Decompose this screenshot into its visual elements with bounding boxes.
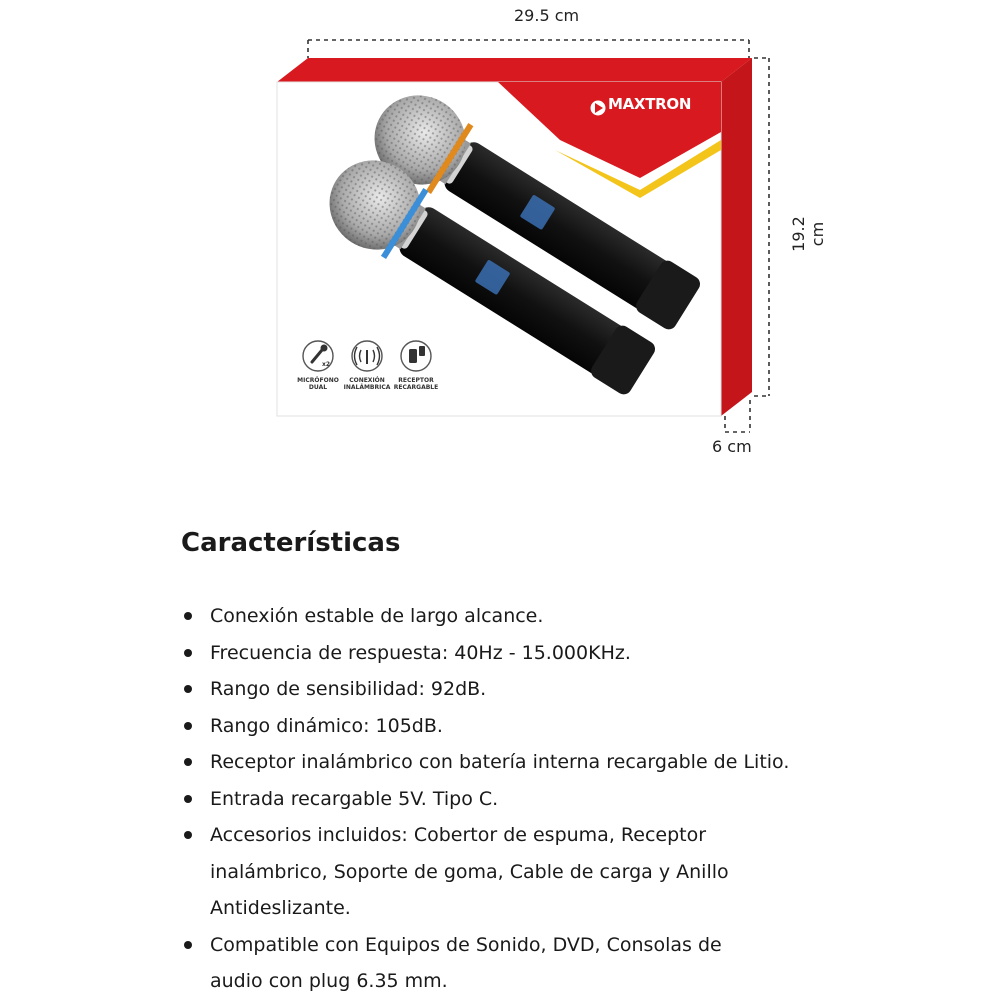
receiver-battery-icon (401, 341, 431, 371)
product-box-illustration (0, 0, 1000, 470)
feature-item: Rango de sensibilidad: 92dB. (181, 671, 901, 708)
icon-label-wireless: CONEXIÓN INALÁMBRICA (343, 377, 391, 391)
feature-item: Conexión estable de largo alcance. (181, 598, 901, 635)
features-list (181, 598, 901, 1000)
feature-item: Receptor inalámbrico con batería interna recargable de Litio. (181, 744, 901, 781)
box-side-face (721, 58, 752, 416)
feature-item: Rango dinámico: 105dB. (181, 708, 901, 745)
box-height-label: 19.2 cm (789, 216, 827, 252)
box-top-face (277, 58, 752, 82)
icon-label-rechargeable: RECEPTOR RECARGABLE (393, 377, 439, 391)
box-width-label: 29.5 cm (514, 6, 580, 25)
feature-item: Compatible con Equipos de Sonido, DVD, Consolas de audio con plug 6.35 mm. (181, 927, 780, 1000)
feature-item: Frecuencia de respuesta: 40Hz - 15.000KHz. (181, 635, 901, 672)
feature-item: Entrada recargable 5V. Tipo C. (181, 781, 901, 818)
box-depth-label: 6 cm (712, 437, 752, 456)
brand-name: MAXTRON (608, 95, 692, 113)
icon-label-dual-mic: MICRÓFONO DUAL (297, 377, 339, 391)
features-section (181, 528, 901, 1000)
wireless-signal-icon (352, 341, 382, 371)
product-box-figure (0, 0, 1000, 470)
feature-item: Accesorios incluidos: Cobertor de espuma, Receptor inalámbrico, Soporte de goma, Cable de carga y Anillo Antideslizante. (181, 817, 820, 927)
mic-count-badge: x2 (322, 361, 331, 368)
features-title: Características (181, 528, 401, 558)
